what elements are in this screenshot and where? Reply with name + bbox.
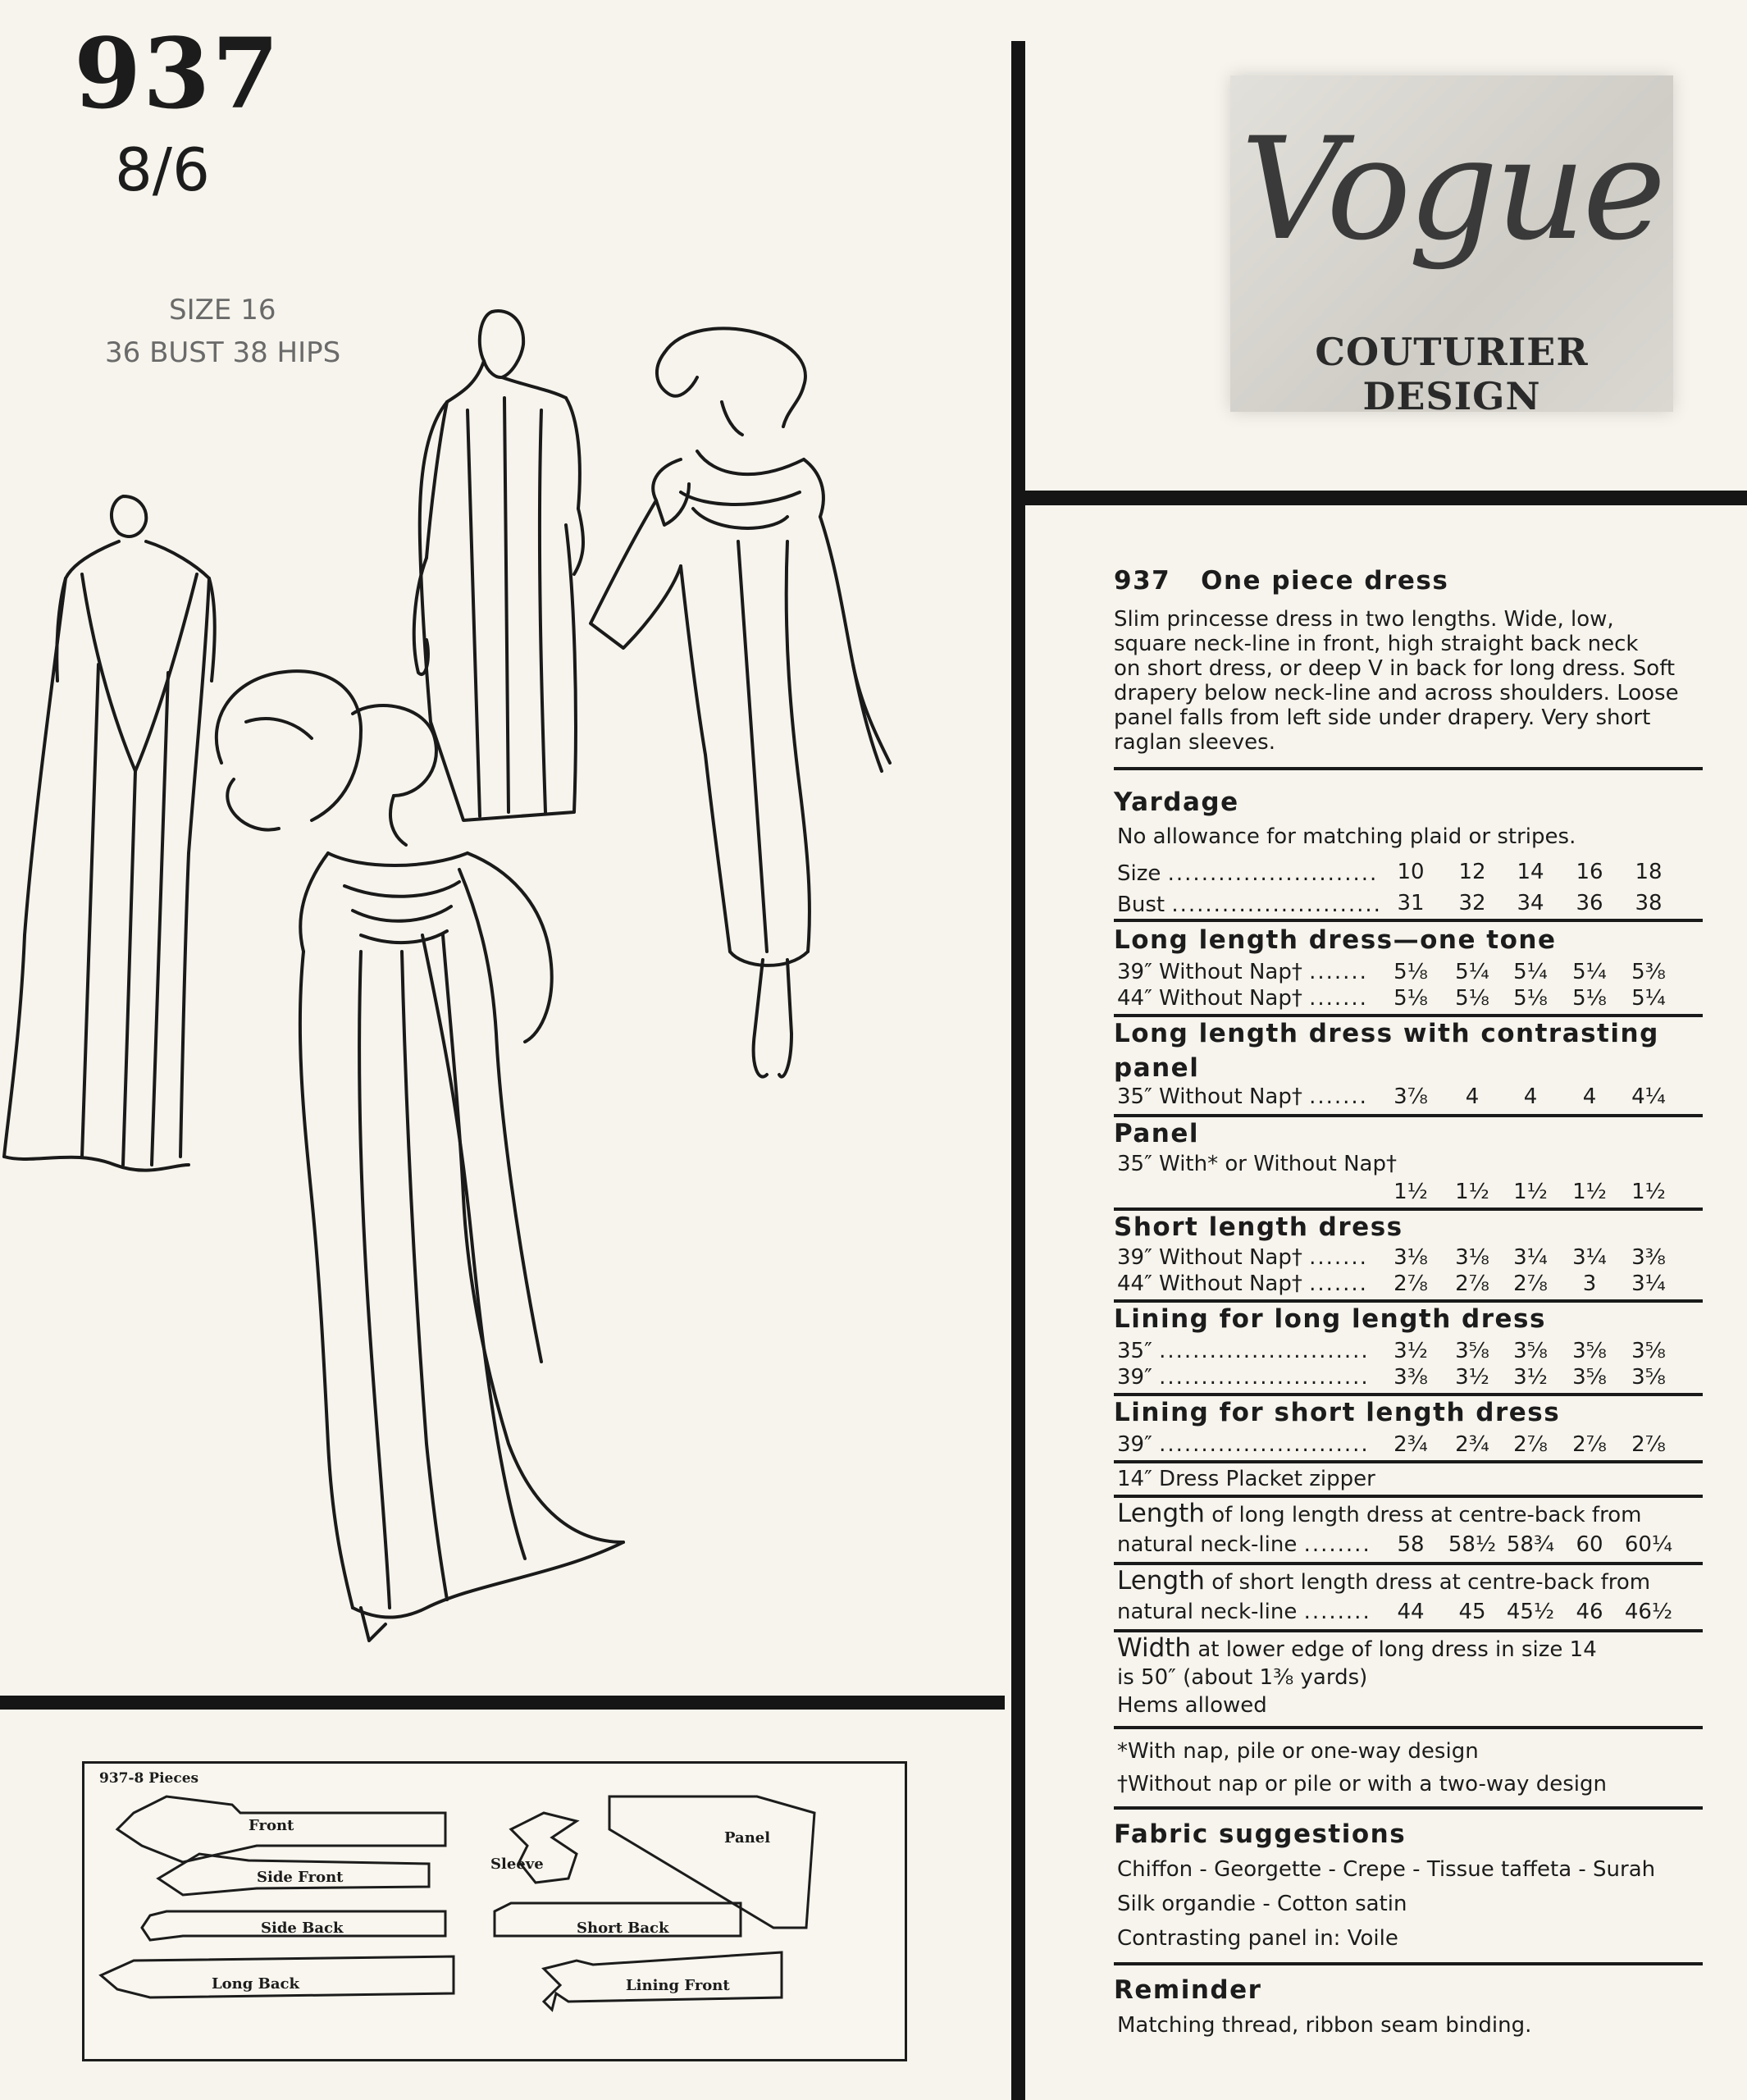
description-line: drapery below neck-line and across shoulders. Loose (1114, 681, 1679, 705)
yardage-value: 2⅞ (1572, 1432, 1607, 1457)
section-heading: Short length dress (1114, 1212, 1403, 1242)
width-line2: is 50″ (about 1⅜ yards) (1117, 1665, 1368, 1690)
pattern-pieces (82, 1761, 907, 2061)
figure-short-front (591, 328, 890, 1076)
yardage-value: 4 (1465, 1084, 1480, 1109)
pieces-title: 937-8 Pieces (99, 1770, 199, 1787)
rule (1114, 767, 1703, 770)
yardage-value: 2⅞ (1455, 1271, 1489, 1296)
yardage-value: 3¼ (1631, 1271, 1666, 1296)
piece-panel (609, 1796, 814, 1928)
piece-label-lining-front: Lining Front (626, 1977, 730, 1994)
description-line: raglan sleeves. (1114, 730, 1275, 755)
rule (1114, 1962, 1703, 1965)
footnote-nap: *With nap, pile or one-way design (1117, 1739, 1479, 1764)
description-number: 937 (1114, 566, 1171, 596)
length-value: 45½ (1506, 1600, 1555, 1624)
section-heading-cont: panel (1114, 1053, 1200, 1083)
section-heading: Panel (1114, 1119, 1200, 1148)
rule (1114, 1014, 1703, 1017)
fabric-heading: Fabric suggestions (1114, 1819, 1407, 1849)
yardage-value: 3½ (1393, 1339, 1428, 1363)
yardage-value: 3¼ (1572, 1245, 1607, 1270)
piece-label-long-back: Long Back (212, 1975, 299, 1993)
yardage-value: 3⅛ (1393, 1245, 1428, 1270)
length-value: 44 (1397, 1600, 1425, 1624)
yardage-value: 3¼ (1513, 1245, 1548, 1270)
yardage-value: 3½ (1455, 1365, 1489, 1390)
size-row-label: Size ......................... (1117, 861, 1379, 886)
figure-short-back (414, 311, 583, 820)
row-label: 35″ ......................... (1117, 1339, 1370, 1363)
bust-value: 36 (1576, 891, 1603, 915)
description-line: Slim princesse dress in two lengths. Wide, low, (1114, 607, 1614, 632)
yardage-value: 1½ (1572, 1180, 1607, 1204)
brand-logo: Vogue (1240, 107, 1663, 272)
pieces-diagram (84, 1764, 905, 2059)
yardage-value: 3⅝ (1513, 1339, 1548, 1363)
horizontal-divider-left (0, 1696, 1005, 1710)
size-value: 16 (1576, 860, 1603, 884)
yardage-value: 3⅝ (1572, 1365, 1607, 1390)
yardage-value: 5¼ (1631, 986, 1666, 1011)
length-value: 58¾ (1506, 1532, 1555, 1557)
section-heading: Long length dress with contrasting (1114, 1019, 1659, 1048)
description-heading: One piece dress (1201, 566, 1449, 596)
yardage-value: 5⅛ (1393, 986, 1428, 1011)
yardage-value: 5¼ (1513, 960, 1548, 984)
rule (1114, 1299, 1703, 1303)
yardage-value: 2¾ (1393, 1432, 1428, 1457)
width-line3: Hems allowed (1117, 1693, 1267, 1718)
vertical-divider (1011, 41, 1025, 2100)
row-label: 35″ Without Nap† ....... (1117, 1084, 1368, 1109)
yardage-value: 4 (1582, 1084, 1597, 1109)
figure-long-back (4, 496, 215, 1171)
yardage-value: 5⅛ (1393, 960, 1428, 984)
size-value: 10 (1397, 860, 1425, 884)
description-line: on short dress, or deep V in back for long dress. Soft (1114, 656, 1676, 681)
size-code: 8/6 (115, 135, 210, 204)
rule (1114, 1208, 1703, 1211)
yardage-value: 3⅝ (1455, 1339, 1489, 1363)
yardage-value: 3⅛ (1455, 1245, 1489, 1270)
row-label: 44″ Without Nap† ....... (1117, 1271, 1368, 1296)
length-value: 60¼ (1624, 1532, 1673, 1557)
rule (1114, 1460, 1703, 1463)
length-value: 45 (1458, 1600, 1486, 1624)
horizontal-divider-right (1025, 491, 1747, 505)
length-value: 58½ (1448, 1532, 1497, 1557)
rule (1114, 1114, 1703, 1117)
yardage-value: 3⅝ (1572, 1339, 1607, 1363)
piece-label-side-back: Side Back (261, 1920, 344, 1937)
stamp-size: SIZE 16 (169, 294, 276, 326)
length-long-line1: Length of long length dress at centre-back from (1117, 1499, 1642, 1528)
vogue-label (1230, 75, 1673, 418)
yardage-value: 3⅜ (1631, 1245, 1666, 1270)
yardage-value: 3⅝ (1631, 1365, 1666, 1390)
length-value: 46½ (1624, 1600, 1673, 1624)
fabric-line: Chiffon - Georgette - Crepe - Tissue taffeta - Surah (1117, 1857, 1656, 1882)
yardage-value: 1½ (1513, 1180, 1548, 1204)
length-value: 58 (1397, 1532, 1425, 1557)
yardage-note: No allowance for matching plaid or stripes. (1117, 824, 1576, 849)
row-label: 44″ Without Nap† ....... (1117, 986, 1368, 1011)
reminder-heading: Reminder (1114, 1975, 1262, 2005)
yardage-value: 5⅛ (1572, 986, 1607, 1011)
piece-label-side-front: Side Front (257, 1869, 344, 1886)
description-line: panel falls from left side under drapery. Very short (1114, 705, 1651, 730)
yardage-value: 2⅞ (1513, 1432, 1548, 1457)
rule (1114, 1562, 1703, 1565)
row-label: 39″ ......................... (1117, 1365, 1370, 1390)
rule (1114, 919, 1703, 922)
yardage-value: 3⅞ (1393, 1084, 1428, 1109)
section-heading: Lining for long length dress (1114, 1304, 1546, 1334)
length-long-line2: natural neck-line ........ (1117, 1532, 1371, 1557)
size-value: 14 (1517, 860, 1544, 884)
length-short-line1: Length of short length dress at centre-back from (1117, 1566, 1651, 1596)
rule (1114, 1726, 1703, 1729)
yardage-value: 2¾ (1455, 1432, 1489, 1457)
yardage-value: 5⅜ (1631, 960, 1666, 984)
bust-value: 31 (1397, 891, 1425, 915)
piece-label-front: Front (249, 1817, 294, 1834)
yardage-value: 2⅞ (1393, 1271, 1428, 1296)
pattern-number: 937 (74, 16, 281, 130)
yardage-value: 2⅞ (1513, 1271, 1548, 1296)
fabric-line: Silk organdie - Cotton satin (1117, 1892, 1407, 1916)
yardage-value: 5¼ (1572, 960, 1607, 984)
rule (1114, 1393, 1703, 1396)
fashion-illustration (0, 295, 984, 1690)
piece-label-panel: Panel (724, 1829, 771, 1847)
yardage-value: 3⅝ (1631, 1339, 1666, 1363)
yardage-value: 4 (1523, 1084, 1538, 1109)
bust-value: 32 (1458, 891, 1486, 915)
row-label: 39″ ......................... (1117, 1432, 1370, 1457)
yardage-value: 1½ (1455, 1180, 1489, 1204)
rule (1114, 1495, 1703, 1498)
piece-label-sleeve: Sleeve (490, 1856, 544, 1873)
yardage-value: 5¼ (1455, 960, 1489, 984)
row-label: 39″ Without Nap† ....... (1117, 1245, 1368, 1270)
footnote-without: †Without nap or pile or with a two-way design (1117, 1772, 1607, 1796)
yardage-value: 3½ (1513, 1365, 1548, 1390)
description-title (1114, 566, 1448, 596)
description-line: square neck-line in front, high straight back neck (1114, 632, 1639, 656)
piece-label-short-back: Short Back (577, 1920, 669, 1937)
yardage-value: 3⅜ (1393, 1365, 1428, 1390)
yardage-value: 1½ (1393, 1180, 1428, 1204)
row-label: 39″ Without Nap† ....... (1117, 960, 1368, 984)
zipper-note: 14″ Dress Placket zipper (1117, 1467, 1375, 1491)
figure-long-front (217, 671, 623, 1641)
section-heading: Lining for short length dress (1114, 1398, 1561, 1427)
length-value: 60 (1576, 1532, 1603, 1557)
yardage-value: 5⅛ (1455, 986, 1489, 1011)
bust-value: 38 (1635, 891, 1663, 915)
rule (1114, 1629, 1703, 1632)
section-heading: Long length dress—one tone (1114, 925, 1557, 955)
stamp-measure: 36 BUST 38 HIPS (105, 336, 341, 369)
size-value: 18 (1635, 860, 1663, 884)
yardage-value: 3 (1582, 1271, 1597, 1296)
size-value: 12 (1458, 860, 1486, 884)
yardage-value: 4¼ (1631, 1084, 1666, 1109)
width-line1: Width at lower edge of long dress in size 14 (1117, 1633, 1597, 1663)
rule (1114, 1806, 1703, 1810)
reminder-text: Matching thread, ribbon seam binding. (1117, 2013, 1532, 2038)
bust-value: 34 (1517, 891, 1544, 915)
yardage-value: 2⅞ (1631, 1432, 1666, 1457)
length-value: 46 (1576, 1600, 1603, 1624)
brand-subtitle: COUTURIER DESIGN (1315, 330, 1589, 418)
yardage-heading: Yardage (1114, 788, 1239, 817)
yardage-value: 1½ (1631, 1180, 1666, 1204)
bust-row-label: Bust ......................... (1117, 892, 1382, 917)
yardage-value: 5⅛ (1513, 986, 1548, 1011)
length-short-line2: natural neck-line ........ (1117, 1600, 1371, 1624)
contrasting-panel: Contrasting panel in: Voile (1117, 1926, 1398, 1951)
row-label: 35″ With* or Without Nap† (1117, 1152, 1397, 1176)
